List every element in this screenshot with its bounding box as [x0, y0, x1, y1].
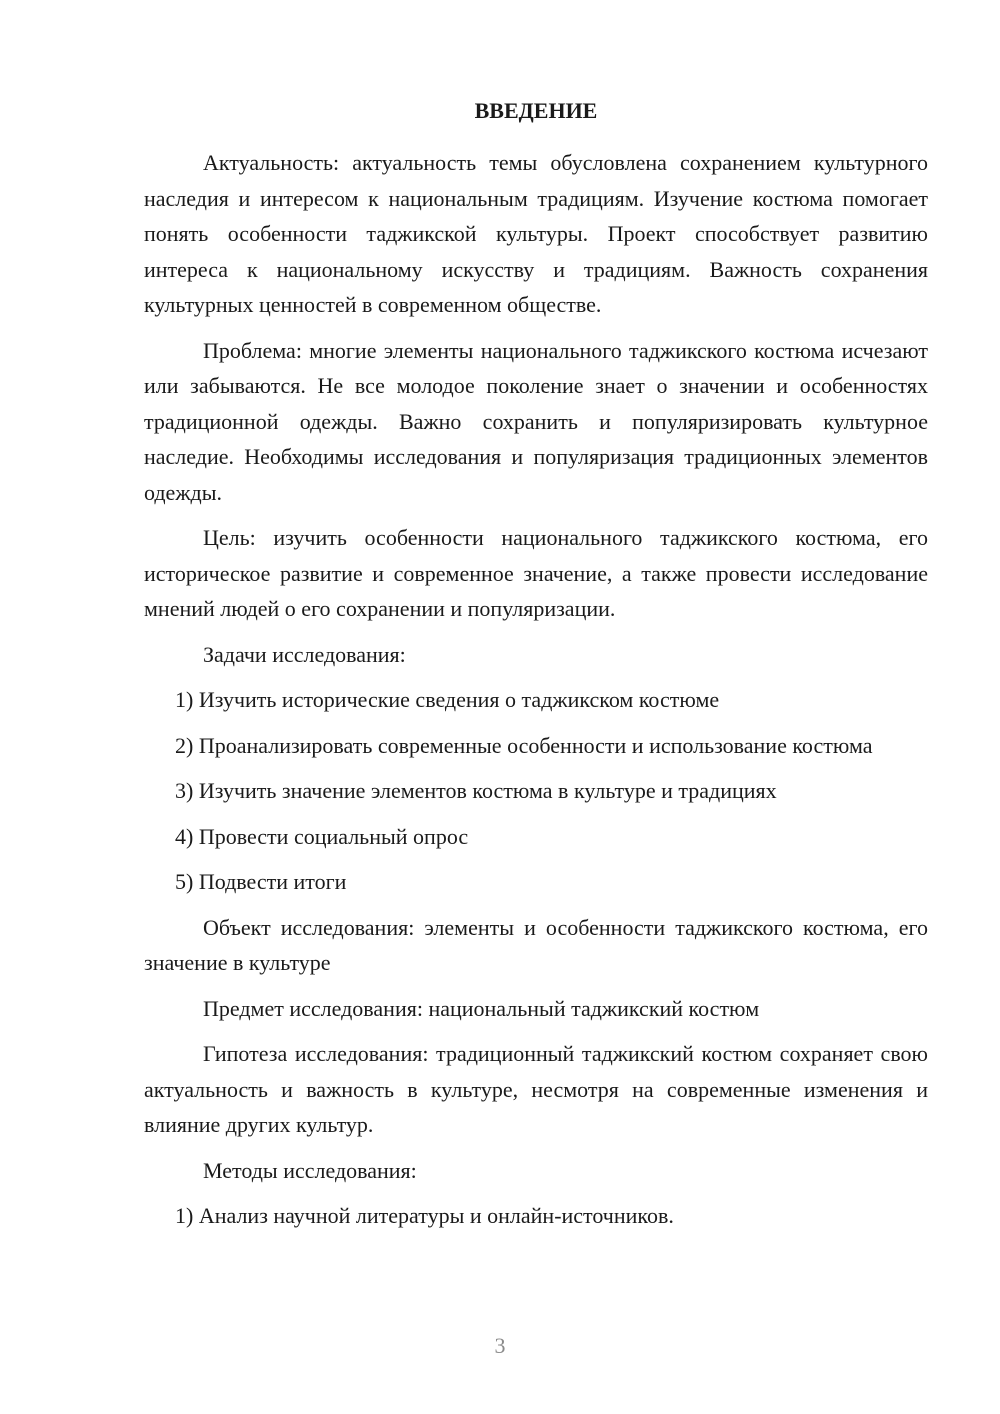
hypothesis-paragraph: Гипотеза исследования: традиционный таджикский костюм сохраняет свою актуальность и важность в культуре, несмотря на современные изменения и влияние других культур.	[144, 1041, 928, 1137]
task-item-4: 4) Провести социальный опрос	[175, 823, 469, 849]
goal-paragraph: Цель: изучить особенности национального таджикского костюма, его историческое развитие и современное значение, а также провести исследование мнений людей о его сохранении и популяризации.	[144, 525, 928, 621]
subject-paragraph: Предмет исследования: национальный таджикский костюм	[203, 995, 760, 1021]
relevance-paragraph: Актуальность: актуальность темы обусловлена сохранением культурного наследия и интересом к национальным традициям. Изучение костюма помогает понять особенности таджикской культуры. Проект способствует развитию интереса к национальному искусству и традициям. Важность сохранения культурных ценностей в современном обществе.	[144, 150, 928, 317]
object-paragraph: Объект исследования: элементы и особенности таджикского костюма, его значение в культуре	[144, 914, 928, 975]
tasks-heading: Задачи исследования:	[203, 641, 406, 667]
task-item-3: 3) Изучить значение элементов костюма в культуре и традициях	[175, 778, 777, 803]
methods-heading: Методы исследования:	[203, 1157, 417, 1183]
task-item-2: 2) Проанализировать современные особенности и использование костюма	[175, 732, 873, 758]
document-page	[144, 95, 928, 1244]
page-number: 3	[494, 1333, 506, 1358]
task-item-1: 1) Изучить исторические сведения о таджикском костюме	[175, 687, 720, 712]
page-title: ВВЕДЕНИЕ	[474, 98, 598, 123]
method-item-1: 1) Анализ научной литературы и онлайн-источников.	[175, 1203, 674, 1228]
problem-paragraph: Проблема: многие элементы национального таджикского костюма исчезают или забываются. Не все молодое поколение знает о значении и особенностях традиционной одежды. Важно сохранить и популяризировать культурное наследие. Необходимы исследования и популяризация традиционных элементов одежды.	[144, 337, 928, 505]
task-item-5: 5) Подвести итоги	[175, 869, 347, 894]
